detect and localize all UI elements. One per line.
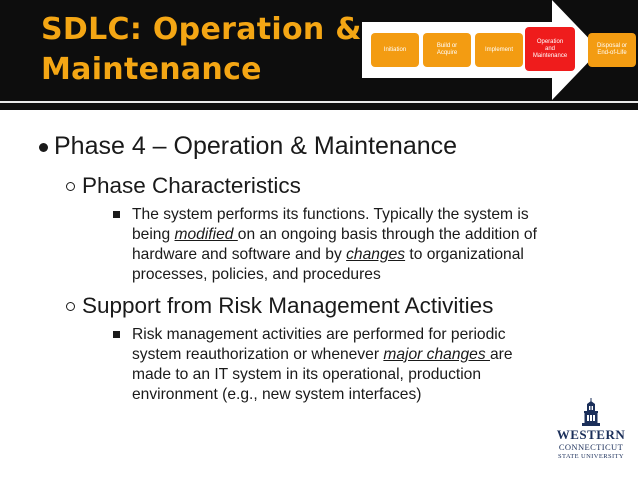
phase-box-initiation: Initiation	[371, 33, 419, 67]
phase-box-disposal: Disposal or End-of-Life	[588, 33, 636, 67]
bullet-square-icon	[113, 331, 120, 338]
university-logo	[556, 398, 626, 470]
phase-box-operation-maintenance: Operation and Maintenance	[525, 27, 575, 71]
emphasis-major-changes: major changes	[383, 346, 490, 363]
logo-line-3: STATE UNIVERSITY	[557, 453, 624, 460]
phase-heading: Phase 4 – Operation & Maintenance	[54, 132, 458, 160]
phase-box-implement: Implement	[475, 33, 523, 67]
section-title: Support from Risk Management Activities	[82, 293, 494, 318]
risk-management-bullet: Risk management activities are performed for periodic system reauthorization or whenever major changes are made to an IT system in its operational, production environment (e.g., new system interfaces)	[132, 325, 602, 405]
phase-characteristics-bullet: The system performs its functions. Typically the system is being modified on an ongoing basis through the addition of hardware and software and by changes to organizational processes, policies, and procedures	[132, 205, 602, 285]
title-line-1: SDLC: Operation &	[41, 12, 362, 47]
logo-line-2: CONNECTICUT	[558, 442, 624, 452]
logo-line-1: WESTERN	[556, 427, 626, 442]
heading-bullet	[54, 131, 457, 161]
cupola-icon	[556, 398, 626, 428]
section-title: Phase Characteristics	[82, 173, 301, 198]
bullet-ring-icon	[66, 182, 75, 191]
bullet-square-icon	[113, 211, 120, 218]
phase-box-build-or-acquire: Build or Acquire	[423, 33, 471, 67]
emphasis-modified: modified	[174, 226, 238, 243]
bullet-ring-icon	[66, 302, 75, 311]
emphasis-changes: changes	[346, 246, 406, 263]
title-line-2: Maintenance	[41, 52, 262, 87]
bullet-dot-icon	[39, 143, 48, 152]
